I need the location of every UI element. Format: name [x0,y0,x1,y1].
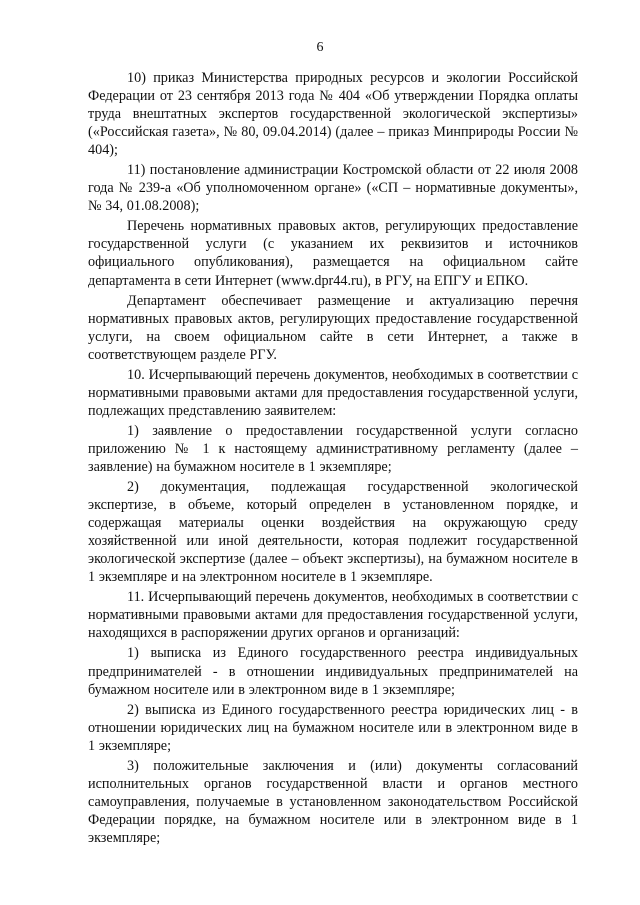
page-number: 6 [316,40,324,55]
paragraph-section-10: 10. Исчерпывающий перечень документов, необходимых в соответствии с нормативными правовыми актами для предоставления государственной услуги, подлежащих представлению заявителем: [88,366,578,419]
paragraph-application: 1) заявление о предоставлении государственной услуги согласно приложению № 1 к настоящему административному регламенту (далее – заявление) на бумажном носителе в 1 экземпляре; [88,422,578,475]
paragraph-section-11: 11. Исчерпывающий перечень документов, необходимых в соответствии с нормативными правовыми актами для предоставления государственной услуги, находящихся в распоряжении других органов и организаций: [88,589,578,642]
paragraph-department-updates: Департамент обеспечивает размещение и актуализацию перечня нормативных правовых актов, регулирующих предоставление государственной услуги, на своем официальном сайте в сети Интернет, а также в соответствующем разделе РГУ. [88,292,578,363]
document-body [88,69,578,849]
paragraph-positive-conclusions: 3) положительные заключения и (или) документы согласований исполнительных органов государственной власти и органов местного самоуправления, получаемые в установленном законодательством Российской Федерации порядке, на бумажном носителе или в электронном виде в 1 экземпляре; [88,757,578,846]
paragraph-egrul-extract: 2) выписка из Единого государственного реестра юридических лиц - в отношении юридических лиц на бумажном носителе или в электронном виде в 1 экземпляре; [88,701,578,754]
paragraph-resolution-239a: 11) постановление администрации Костромской области от 22 июля 2008 года № 239-а «Об уполномоченном органе» («СП – нормативные документы», № 34, 01.08.2008); [88,162,578,215]
paragraph-legal-acts-list: Перечень нормативных правовых актов, регулирующих предоставление государственной услуги (с указанием их реквизитов и источников официального опубликования), размещается на официальном сайте департамента в сети Интернет (www.dpr44.ru), в РГУ, на ЕПГУ и ЕПКО. [88,218,578,289]
paragraph-egrip-extract: 1) выписка из Единого государственного реестра индивидуальных предпринимателей - в отношении индивидуальных предпринимателей на бумажном носителе или в электронном виде в 1 экземпляре; [88,645,578,698]
paragraph-order-404: 10) приказ Министерства природных ресурсов и экологии Российской Федерации от 23 сентября 2013 года № 404 «Об утверждении Порядка оплаты труда внештатных экспертов государственной экологической экспертизы» («Российская газета», № 80, 09.04.2014) (далее – приказ Минприроды России № 404); [88,70,578,159]
paragraph-documentation: 2) документация, подлежащая государственной экологической экспертизе, в объеме, который определен в установленном порядке, и содержащая материалы оценки воздействия на окружающую среду хозяйственной или иной деятельности, которая подлежит государственной экологической экспертизе (далее – объект экспертизы), на бумажном носителе в 1 экземпляре и на электронном носителе в 1 экземпляре. [88,479,578,586]
